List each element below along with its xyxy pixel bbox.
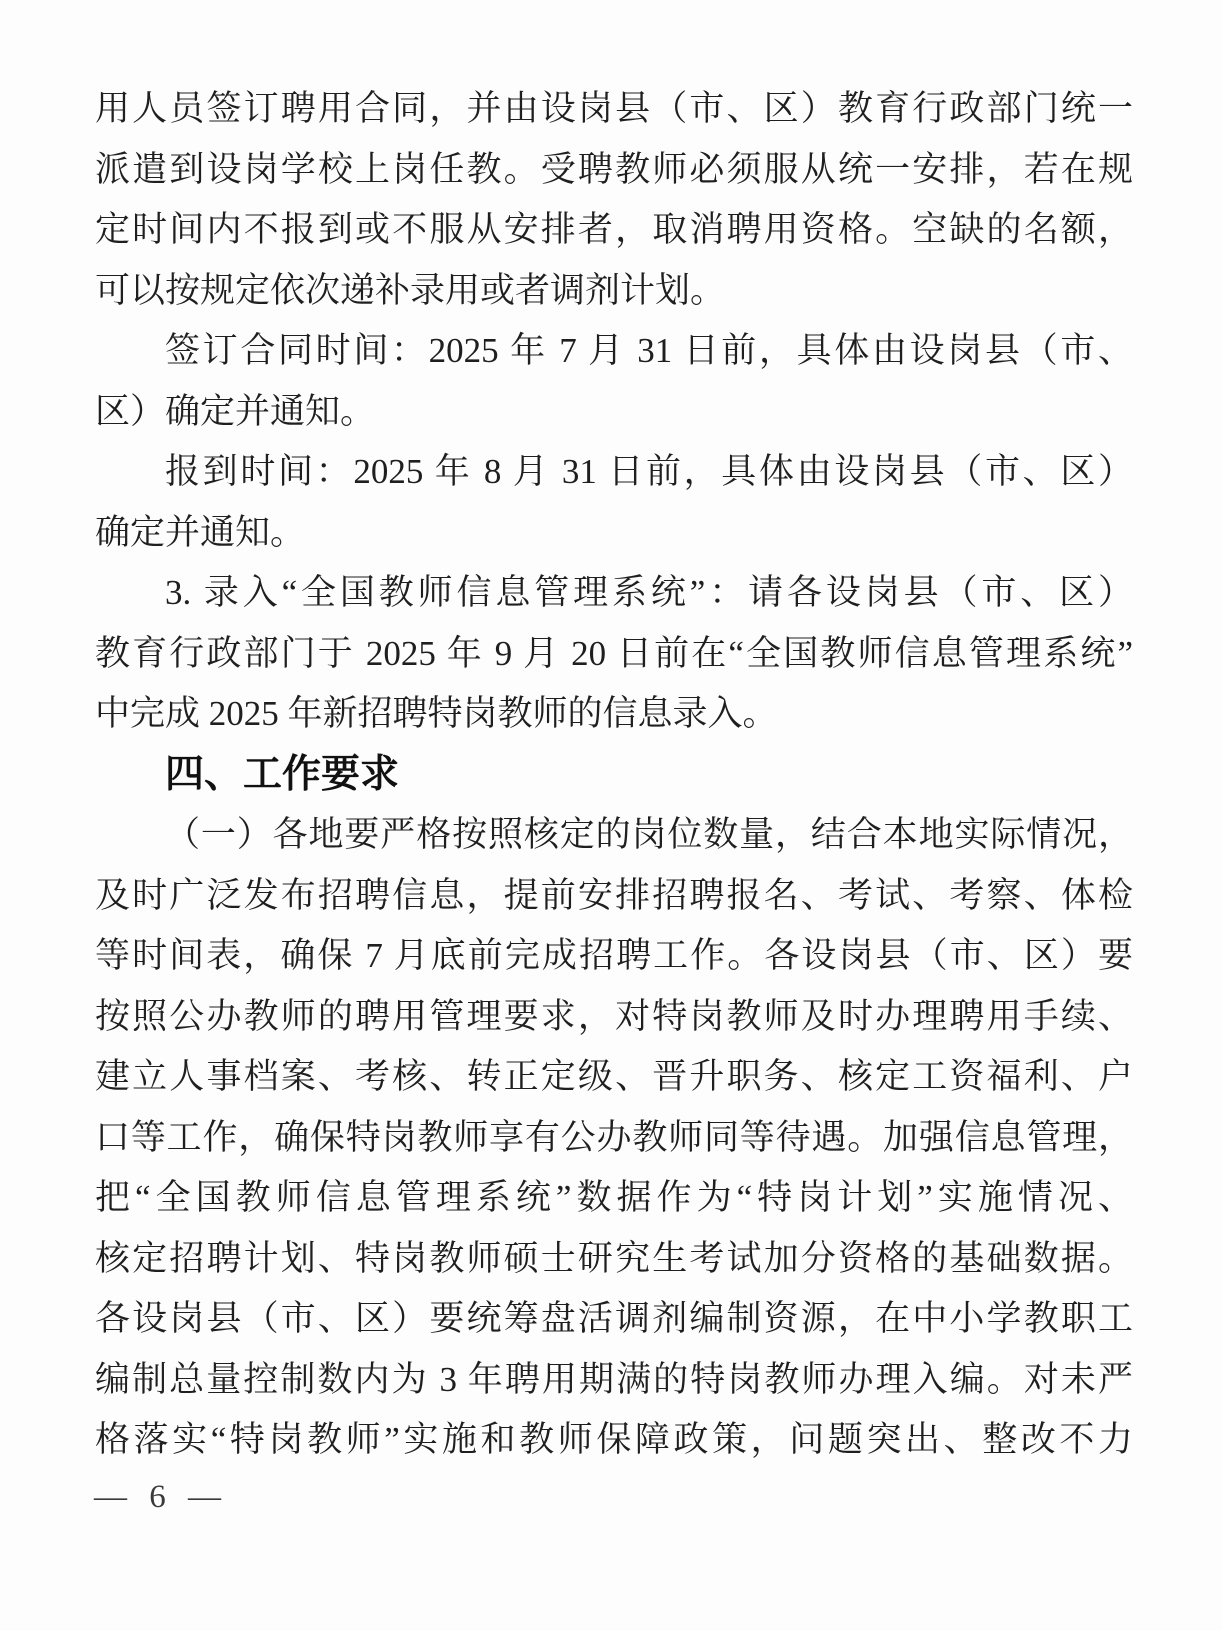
text-line: 把“全国教师信息管理系统”数据作为“特岗计划”实施情况、 bbox=[95, 1178, 1133, 1217]
text-line: 用人员签订聘用合同，并由设岗县（市、区）教育行政部门统一 bbox=[95, 89, 1133, 128]
text-line: 区）确定并通知。 bbox=[95, 391, 376, 431]
text-line: 签订合同时间：2025 年 7 月 31 日前，具体由设岗县（市、 bbox=[165, 331, 1133, 370]
text-line: 教育行政部门于 2025 年 9 月 20 日前在“全国教师信息管理系统” bbox=[95, 633, 1133, 673]
text-line: 及时广泛发布招聘信息，提前安排招聘报名、考试、考察、体检 bbox=[95, 875, 1133, 915]
text-line: 报到时间：2025 年 8 月 31 日前，具体由设岗县（市、区） bbox=[165, 452, 1133, 491]
text-line: 等时间表，确保 7 月底前完成招聘工作。各设岗县（市、区）要 bbox=[95, 936, 1133, 975]
text-line: 3. 录入“全国教师信息管理系统”：请各设岗县（市、区） bbox=[165, 573, 1133, 612]
section-heading: 四、工作要求 bbox=[165, 752, 400, 796]
text-line: 编制总量控制数内为 3 年聘用期满的特岗教师办理入编。对未严 bbox=[95, 1359, 1133, 1399]
text-line: （一）各地要严格按照核定的岗位数量，结合本地实际情况， bbox=[165, 815, 1133, 854]
text-line: 核定招聘计划、特岗教师硕士研究生考试加分资格的基础数据。 bbox=[95, 1238, 1133, 1278]
text-line: 派遣到设岗学校上岗任教。受聘教师必须服从统一安排，若在规 bbox=[95, 149, 1133, 189]
text-line: 各设岗县（市、区）要统筹盘活调剂编制资源，在中小学教职工 bbox=[95, 1299, 1133, 1338]
text-line: 口等工作，确保特岗教师享有公办教师同等待遇。加强信息管理， bbox=[95, 1117, 1133, 1157]
text-line: 建立人事档案、考核、转正定级、晋升职务、核定工资福利、户 bbox=[95, 1057, 1133, 1096]
text-line: 中完成 2025 年新招聘特岗教师的信息录入。 bbox=[95, 694, 778, 733]
document-body bbox=[95, 79, 1133, 1471]
text-line: 按照公办教师的聘用管理要求，对特岗教师及时办理聘用手续、 bbox=[95, 996, 1133, 1036]
page-number: — 6 — bbox=[94, 1479, 223, 1515]
text-line: 定时间内不报到或不服从安排者，取消聘用资格。空缺的名额， bbox=[95, 210, 1133, 249]
text-line: 格落实“特岗教师”实施和教师保障政策，问题突出、整改不力 bbox=[95, 1420, 1133, 1459]
text-line: 可以按规定依次递补录用或者调剂计划。 bbox=[95, 270, 726, 310]
text-line: 确定并通知。 bbox=[95, 512, 306, 552]
